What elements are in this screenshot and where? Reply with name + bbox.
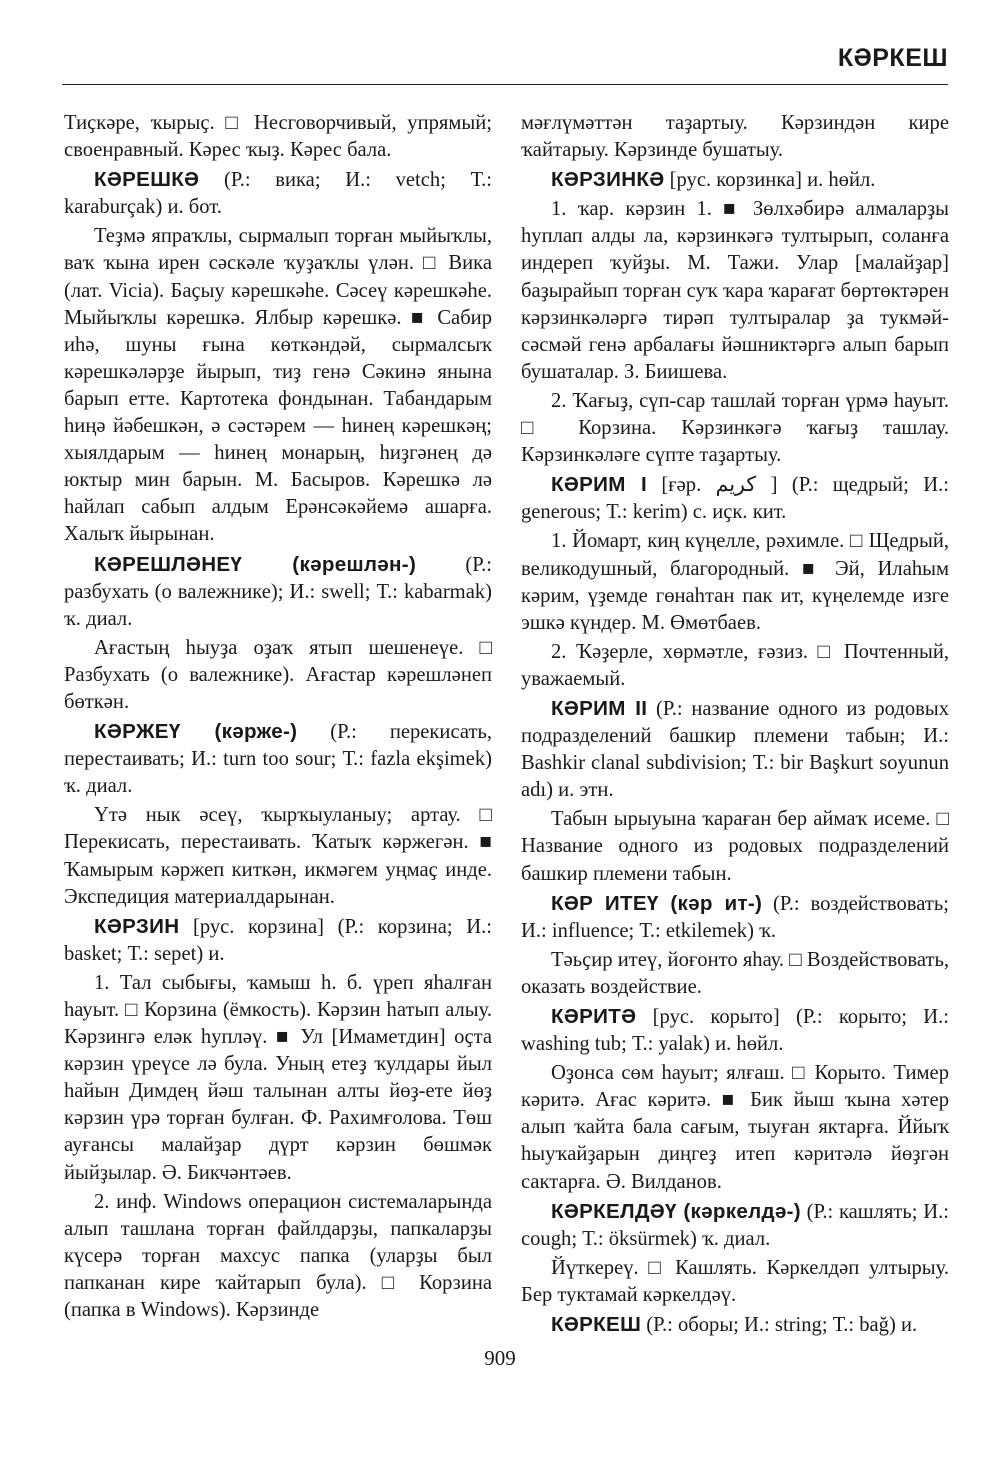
dictionary-entry xyxy=(521,471,949,526)
entry-headword: КӘРКЕШ xyxy=(551,1313,642,1337)
dictionary-entry xyxy=(64,718,492,800)
entry-paragraph xyxy=(521,110,949,164)
dictionary-entry xyxy=(521,695,949,804)
entry-paragraph xyxy=(64,1189,492,1324)
entry-text: Ағастың һыуҙа оҙаҡ ятып шешенеүе. □ Разбухать (о валежнике). Ағастар кәрешләнеп бөткән. xyxy=(64,636,492,713)
entry-text: Оҙонса сөм һауыт; ялғаш. □ Корыто. Тимер кәритә. Ағас кәритә. ■ Бик йыш ҡына хәтер алып ҡайта бала сағым, тыуған яктарға. Ййыҡ һыуҡайҙарын диңгеҙ итеп кәритәлә йөҙгән сактарға. Ә. Вилданов. xyxy=(521,1062,949,1193)
entry-paragraph xyxy=(521,639,949,693)
entry-text: (Р.: перекисать, перестаивать; И.: turn too sour; Т.: fazla ekşimek) ҡ. диал. xyxy=(64,721,492,798)
entry-text: (Р.: воздействовать; И.: influence; Т.: etkilemek) ҡ. xyxy=(521,892,949,942)
entry-text: [рус. корыто] (Р.: корыто; И.: washing tub; Т.: yalak) и. һөйл. xyxy=(521,1006,949,1056)
dictionary-entry xyxy=(521,890,949,945)
dictionary-entry xyxy=(64,913,492,968)
entry-text: Тиҫкәре, ҡырыҫ. □ Несговорчивый, упрямый; своенравный. Кәрес ҡыҙ. Кәрес бала. xyxy=(64,112,492,162)
entry-text: Тәьҫир итеү, йоғонто яһау. □ Воздействовать, оказать воздействие. xyxy=(521,948,949,998)
entry-text: (Р.: разбухать (о валежнике); И.: swell; Т.: kabarmak) ҡ. диал. xyxy=(64,553,492,630)
entry-headword: КӘРИТӘ xyxy=(551,1005,637,1028)
entry-paragraph xyxy=(64,635,492,716)
entry-paragraph xyxy=(521,1255,949,1309)
entry-paragraph xyxy=(64,802,492,910)
entry-text: 2. инф. Windows операцион системаларында алып ташлана торған файлдарҙы, папкаларҙы күсерә торған махсус папка (уларҙы был папканан кире ҡайтарып була). □ Корзина (папка в Windows). Кәрзинде xyxy=(64,1190,492,1322)
entry-text: 1. Йомарт, киң күңелле, рәхимле. □ Щедрый, великодушный, благородный. ■ Эй, Илаһым кәрим, үҙемде гөнаһтан пак ит, күңелемде изге эшкә күндер. М. Өмөтбаев. xyxy=(521,530,949,634)
entry-text: Йүткереү. □ Кашлять. Кәркелдәп ултырыу. Бер туктамай кәркелдәү. xyxy=(521,1256,949,1306)
entry-text: (Р.: кашлять; И.: cough; Т.: öksürmek) ҡ. диал. xyxy=(521,1200,949,1250)
entry-paragraph xyxy=(521,806,949,887)
entry-paragraph xyxy=(64,970,492,1187)
entry-paragraph xyxy=(521,947,949,1001)
entry-text: (Р.: название одного из родовых подразделений башкир племени табын; И.: Bashkir clanal subdivision; Т.: bir Başkurt soyunun adı) и. этн. xyxy=(521,697,949,802)
dictionary-entry xyxy=(521,1198,949,1253)
entry-paragraph xyxy=(521,196,949,386)
entry-headword: КӘРИМ I xyxy=(551,473,647,497)
entry-headword: КӘРКЕЛДӘҮ (кәркелдә-) xyxy=(551,1199,801,1223)
entry-paragraph xyxy=(521,1060,949,1195)
entry-text: 1. ҡар. кәрзин 1. ■ Зөлхәбирә алмаларҙы һуплап алды ла, кәрзинкәгә тултырып, соланға индереп ҡуйҙы. М. Тажи. Улар [малайҙар] баҙырайып торған суҡ ҡара ҡарағат бөртөктәрен кәрзинкәләргә тирәп тултыралар ҙа тукмәй-сәсмәй генә арбалағы йәшниктәргә алып барып бушаталар. З. Биишева. xyxy=(521,198,949,383)
dictionary-entry xyxy=(64,551,492,633)
dictionary-entry xyxy=(521,166,949,194)
entry-paragraph xyxy=(521,388,949,469)
header-rule xyxy=(62,84,948,85)
entry-text: (Р.: оборы; И.: string; Т.: bağ) и. xyxy=(641,1314,918,1337)
entry-paragraph xyxy=(521,528,949,636)
entry-text: 1. Тал сыбығы, ҡамыш һ. б. үреп яһалған һауыт. □ Корзина (ёмкость). Кәрзин һатып алыу. Кәрзингә еләк һупләү. ■ Ул [Имаметдин] оҫта кәрзин үреүсе лә була. Уның етеҙ ҡулдары йыл һайын Димдең йәш талынан алты йөҙ-ете йөҙ кәрзин үрә торған булған. Ф. Рахимғолова. Төш ауғансы малайҙар дүрт кәрзин бөшмәк йыйҙылар. Ә. Бикчәнтәев. xyxy=(64,971,492,1184)
entry-headword: КӘРИМ II xyxy=(551,696,648,720)
dictionary-entry xyxy=(64,166,492,221)
dictionary-entry xyxy=(521,1311,949,1339)
entry-text: [рус. корзинка] и. һөйл. xyxy=(664,169,876,192)
entry-text: Теҙмә япраҡлы, сырмалып торған мыйыҡлы, ваҡ ҡына ирен сәскәле ҡуҙаҡлы үлән. □ Вика (лат. Vicia). Баҫыу кәрешкәһе. Сәсеү кәрешкәһе. Мыйыҡлы кәрешкә. Ялбыр кәрешкә. ■ Сабир иһә, шуны ғына көткәндәй, сырмалсыҡ кәрешкәләрҙе йырып, тиҙ генә Сәкинә янына барып етте. Картотека фондынан. Табандарым һиңә йәбешкән, ә сәстәрем — һинең кәрешкәң; хыялдарым — һинең монарың, һиҙгәнең дә юктыр мин барын. М. Басыров. Кәрешкә лә һайлап сабып алдым Ерәнсәкәйемә ашарға. Халыҡ йырынан. xyxy=(64,225,492,546)
entry-headword: КӘРЖЕҮ (кәрже-) xyxy=(94,720,298,744)
entry-text: мәғлүмәттән таҙартыу. Кәрзиндән кире ҡайтарыу. Кәрзинде бушатыу. xyxy=(521,112,949,162)
entry-text: 2. Ҡәҙерле, хөрмәтле, ғәзиз. □ Почтенный, уважаемый. xyxy=(521,640,949,690)
entry-headword: КӘР ИТЕҮ (кәр ит-) xyxy=(551,891,763,915)
dictionary-entry xyxy=(521,1003,949,1058)
entry-paragraph xyxy=(64,223,492,548)
entry-text: [рус. корзина] (Р.: корзина; И.: basket; Т.: sepet) и. xyxy=(64,915,492,965)
entry-text: (Р.: вика; И.: vetch; Т.: karaburçak) и. бот. xyxy=(64,169,492,219)
entry-paragraph xyxy=(64,110,492,164)
entry-text: 2. Ҡағыҙ, сүп-сар ташлай торған үрмә һауыт. □ Корзина. Кәрзинкәгә ҡағыҙ ташлау. Кәрзинкәләге сүпте таҙартыу. xyxy=(521,389,949,467)
entry-headword: КӘРЕШКӘ xyxy=(94,168,200,192)
page-number: 909 xyxy=(484,1346,516,1370)
running-headword: КӘРКЕШ xyxy=(837,44,948,72)
entry-headword: КӘРЕШЛӘНЕҮ (кәрешлән-) xyxy=(94,552,417,576)
right-column xyxy=(521,110,949,1341)
entry-headword: КӘРЗИНКӘ xyxy=(551,168,665,192)
entry-text: [ғәр. کريم ] (Р.: щедрый; И.: generous; Т.: kerim) с. иҫк. кит. xyxy=(521,474,949,524)
left-column xyxy=(64,110,492,1326)
entry-headword: КӘРЗИН xyxy=(94,914,180,938)
entry-text: Табын ырыуына ҡараған бер аймаҡ исеме. □ Название одного из родовых подразделений башкир племени табын. xyxy=(521,808,949,885)
entry-text: Үтә нык әсеү, ҡырҡыуланыу; артау. □ Перекисать, перестаивать. Ҡатыҡ кәржегән. ■ Ҡамырым кәржеп киткән, икмәгем уңмаҫ инде. Экспедиция материалдарынан. xyxy=(64,804,492,908)
